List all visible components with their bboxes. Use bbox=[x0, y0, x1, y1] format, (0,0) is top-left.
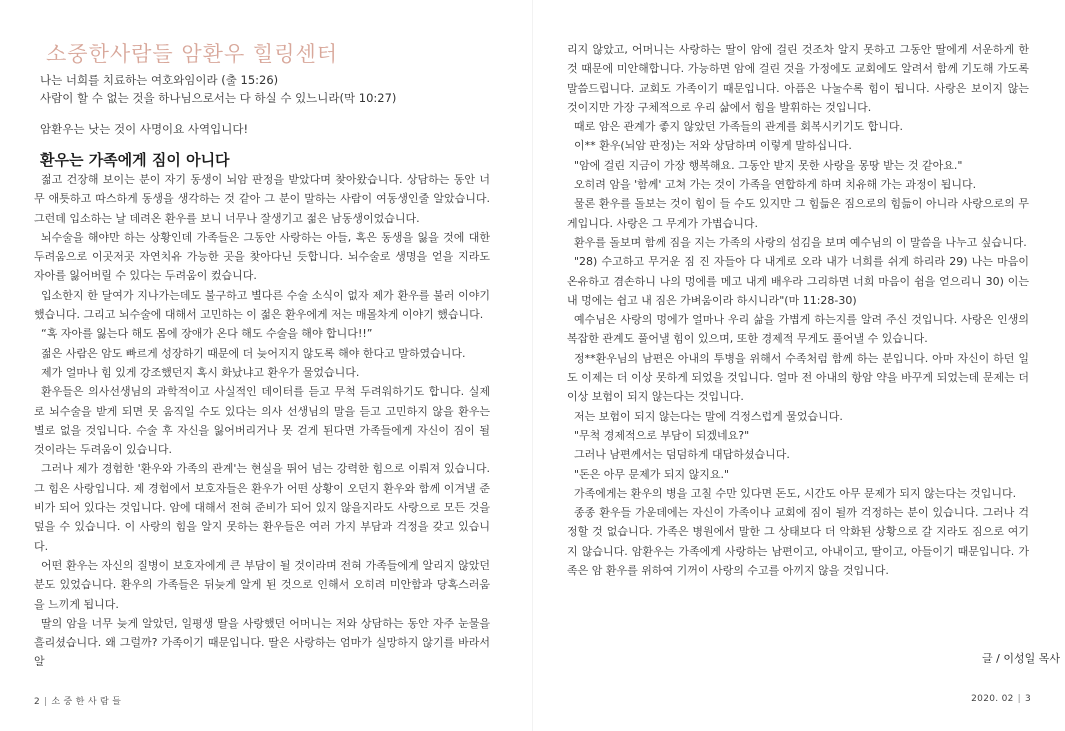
paragraph: 입소한지 한 달여가 지나가는데도 불구하고 별다른 수술 소식이 없자 제가 환우를 불러 이야기했습니다. 그리고 뇌수술에 대해서 고민하는 이 젊은 환우에게 저는 매몰차게 이야기 했습니다. bbox=[34, 288, 490, 322]
right-page-footer bbox=[971, 694, 1031, 704]
paragraph: 정**환우님의 남편은 아내의 투병을 위해서 수족처럼 함께 하는 분입니다. 아마 자신이 하던 일도 이제는 더 이상 못하게 되었을 것입니다. 얼마 전 아내의 항암 약을 바꾸게 되었는데 문제는 더 이상 보험이 되지 않는다는 것입니다. bbox=[567, 351, 1029, 404]
quote-paragraph: "암에 걸린 지금이 가장 행복해요. 그동안 받지 못한 사랑을 몽땅 받는 것 같아요." bbox=[574, 158, 963, 172]
paragraph: 젊은 사람은 암도 빠르게 성장하기 때문에 더 늦어지지 않도록 해야 한다고 말하였습니다. bbox=[41, 346, 466, 360]
magazine-section-title: 소중한사람들 암환우 힐링센터 bbox=[46, 42, 339, 66]
paragraph: 환우들은 의사선생님의 과학적이고 사실적인 데이터를 듣고 무척 두려워하기도 합니다. 실제로 뇌수술을 받게 되면 못 움직일 수도 있다는 의사 선생님의 말을 듣고 고민하지 않을 환우는 별로 없을 것입니다. 수술 후 자신을 잃어버리거나 못 걷게 된다면 가족들에게 자신이 짐이 될 것이라는 두려움이 있습니다. bbox=[34, 385, 490, 457]
paragraph: 환우를 돌보며 함께 짐을 지는 가족의 사랑의 섬김을 보며 예수님의 이 말씀을 나누고 싶습니다. bbox=[574, 235, 1027, 249]
paragraph: 어떤 환우는 자신의 질병이 보호자에게 큰 부담이 될 것이라며 전혀 가족들에게 알리지 않았던 분도 있었습니다. 환우의 가족들은 뒤늦게 알게 된 것으로 인해서 오히려 미안함과 당혹스러움을 느끼게 됩니다. bbox=[34, 558, 490, 611]
footer-separator: | bbox=[44, 697, 48, 707]
paragraph: 이** 환우(뇌암 판정)는 저와 상담하며 이렇게 말하십니다. bbox=[574, 139, 852, 153]
paragraph: 때로 암은 관계가 좋지 않았던 가족들의 관계를 회복시키기도 합니다. bbox=[574, 120, 903, 134]
paragraph: 그러나 남편께서는 덤덤하게 대답하셨습니다. bbox=[574, 448, 790, 462]
paragraph: 제가 얼마나 힘 있게 강조했던지 혹시 화났냐고 환우가 물었습니다. bbox=[41, 365, 360, 379]
right-column-text bbox=[567, 40, 1029, 580]
footer-separator: | bbox=[1017, 694, 1021, 704]
motto-line: 암환우는 낫는 것이 사명이요 사역입니다! bbox=[40, 122, 249, 136]
issue-date: 2020. 02 bbox=[971, 694, 1014, 704]
bible-verse-2: 사람이 할 수 없는 것을 하나님으로서는 다 하실 수 있느니라(막 10:27) bbox=[40, 91, 397, 105]
left-page-footer bbox=[34, 694, 121, 707]
paragraph: 가족에게는 환우의 병을 고칠 수만 있다면 돈도, 시간도 아무 문제가 되지 않는다는 것입니다. bbox=[574, 486, 1017, 500]
left-column-text bbox=[34, 170, 490, 672]
bible-verse-1: 나는 너희를 치료하는 여호와임이라 (출 15:26) bbox=[40, 73, 279, 87]
magazine-name: 소 중 한 사 람 들 bbox=[51, 697, 122, 707]
article-heading: 환우는 가족에게 짐이 아니다 bbox=[40, 151, 230, 169]
quote-paragraph: “혹 자아를 잃는다 해도 몸에 장애가 온다 해도 수술을 해야 합니다!!” bbox=[41, 327, 373, 341]
paragraph: 종종 환우들 가운데에는 자신이 가족이나 교회에 짐이 될까 걱정하는 분이 있습니다. 그러나 걱정할 것 없습니다. 가족은 병원에서 말한 그 상태보다 더 악화된 상황으로 갈 지라도 짐으로 여기지 않습니다. 암환우는 가족에게 사랑하는 남편이고, 아내이고, 딸이고, 아들이기 때문입니다. 가족은 암 환우를 위하여 기꺼이 사랑의 수고를 아끼지 않을 것입니다. bbox=[567, 506, 1029, 578]
scripture-quote: "28) 수고하고 무거운 짐 진 자들아 다 내게로 오라 내가 너희를 쉬게 하리라 29) 나는 마음이 온유하고 겸손하니 나의 멍에를 메고 내게 배우라 그리하면 너희 마음이 쉼을 얻으리니 30) 이는 내 멍에는 쉽고 내 짐은 가벼움이라 하시니라"(마 11:28-30) bbox=[567, 255, 1029, 307]
page-number: 3 bbox=[1024, 694, 1031, 704]
paragraph: 젊고 건장해 보이는 분이 자기 동생이 뇌암 판정을 받았다며 찾아왔습니다. 상담하는 동안 너무 애틋하고 따스하게 동생을 생각하는 것 같아 그 분이 말하는 사람이 여동생인줄 알았습니다. 그런데 입소하는 날 데려온 환우를 보니 너무나 잘생기고 젊은 남동생이었습니다. bbox=[34, 173, 490, 225]
paragraph: 딸의 암을 너무 늦게 알았던, 일평생 딸을 사랑했던 어머니는 저와 상담하는 동안 자주 눈물을 흘리셨습니다. 왜 그럴까? 가족이기 때문입니다. 딸은 사랑하는 엄마가 실망하지 않기를 바라서 알 bbox=[34, 616, 490, 669]
quote-paragraph: "무척 경제적으로 부담이 되겠네요?" bbox=[574, 428, 750, 442]
paragraph: 리지 않았고, 어머니는 사랑하는 딸이 암에 걸린 것조차 알지 못하고 그동안 딸에게 서운하게 한 것 때문에 미안해합니다. 가능하면 암에 걸린 것을 가정에도 교회에도 알려서 함께 기도해 가도록 말씀드립니다. 교회도 가족이기 때문입니다. 아픔은 나눌수록 힘이 됩니다. 사랑은 보이지 않는 것이지만 가장 구체적으로 우리 삶에서 힘을 발휘하는 것입니다. bbox=[567, 43, 1029, 114]
quote-paragraph: "돈은 아무 문제가 되지 않지요." bbox=[574, 467, 730, 481]
paragraph: 저는 보험이 되지 않는다는 말에 걱정스럽게 물었습니다. bbox=[574, 409, 843, 423]
paragraph: 오히려 암을 '함께' 고쳐 가는 것이 가족을 연합하게 하며 치유해 가는 과정이 됩니다. bbox=[574, 178, 977, 192]
paragraph: 물론 환우를 돌보는 것이 힘이 들 수도 있지만 그 힘듦은 짐으로의 힘듦이 아니라 사랑으로의 무게입니다. 사랑은 그 무게가 가볍습니다. bbox=[567, 197, 1029, 230]
paragraph: 예수님은 사랑의 멍에가 얼마나 우리 삶을 가볍게 하는지를 알려 주신 것입니다. 사랑은 인생의 복잡한 관계도 풀어낼 힘이 있으며, 또한 경제적 무게도 풀어낼 수 있습니다. bbox=[567, 313, 1029, 346]
paragraph: 그러나 제가 경험한 '환우와 가족의 관계'는 현실을 뛰어 넘는 강력한 힘으로 이뤄져 있습니다. 그 힘은 사랑입니다. 제 경험에서 보호자들은 환우가 어떤 상황이 오던지 환우와 함께 이겨낼 준비가 되어 있다는 것입니다. 암에 대해서 전혀 준비가 되어 있지 않을지라도 사랑으로 모든 것을 덮을 수 있습니다. 이 사랑의 힘을 알지 못하는 환우들은 여러 가지 부담과 걱정을 갖고 있습니다. bbox=[34, 462, 490, 553]
paragraph: 뇌수술을 해야만 하는 상황인데 가족들은 그동안 사랑하는 아들, 혹은 동생을 잃을 것에 대한 두려움으로 이곳저곳 자연치유 가능한 곳을 찾아다닌 듯합니다. 뇌수술로 생명을 얻을 지라도 자아를 잃어버릴 수 있다는 두려움이 컸습니다. bbox=[34, 230, 490, 283]
page-number: 2 bbox=[34, 697, 41, 707]
author-signature: 글 / 이성일 목사 bbox=[982, 652, 1060, 665]
